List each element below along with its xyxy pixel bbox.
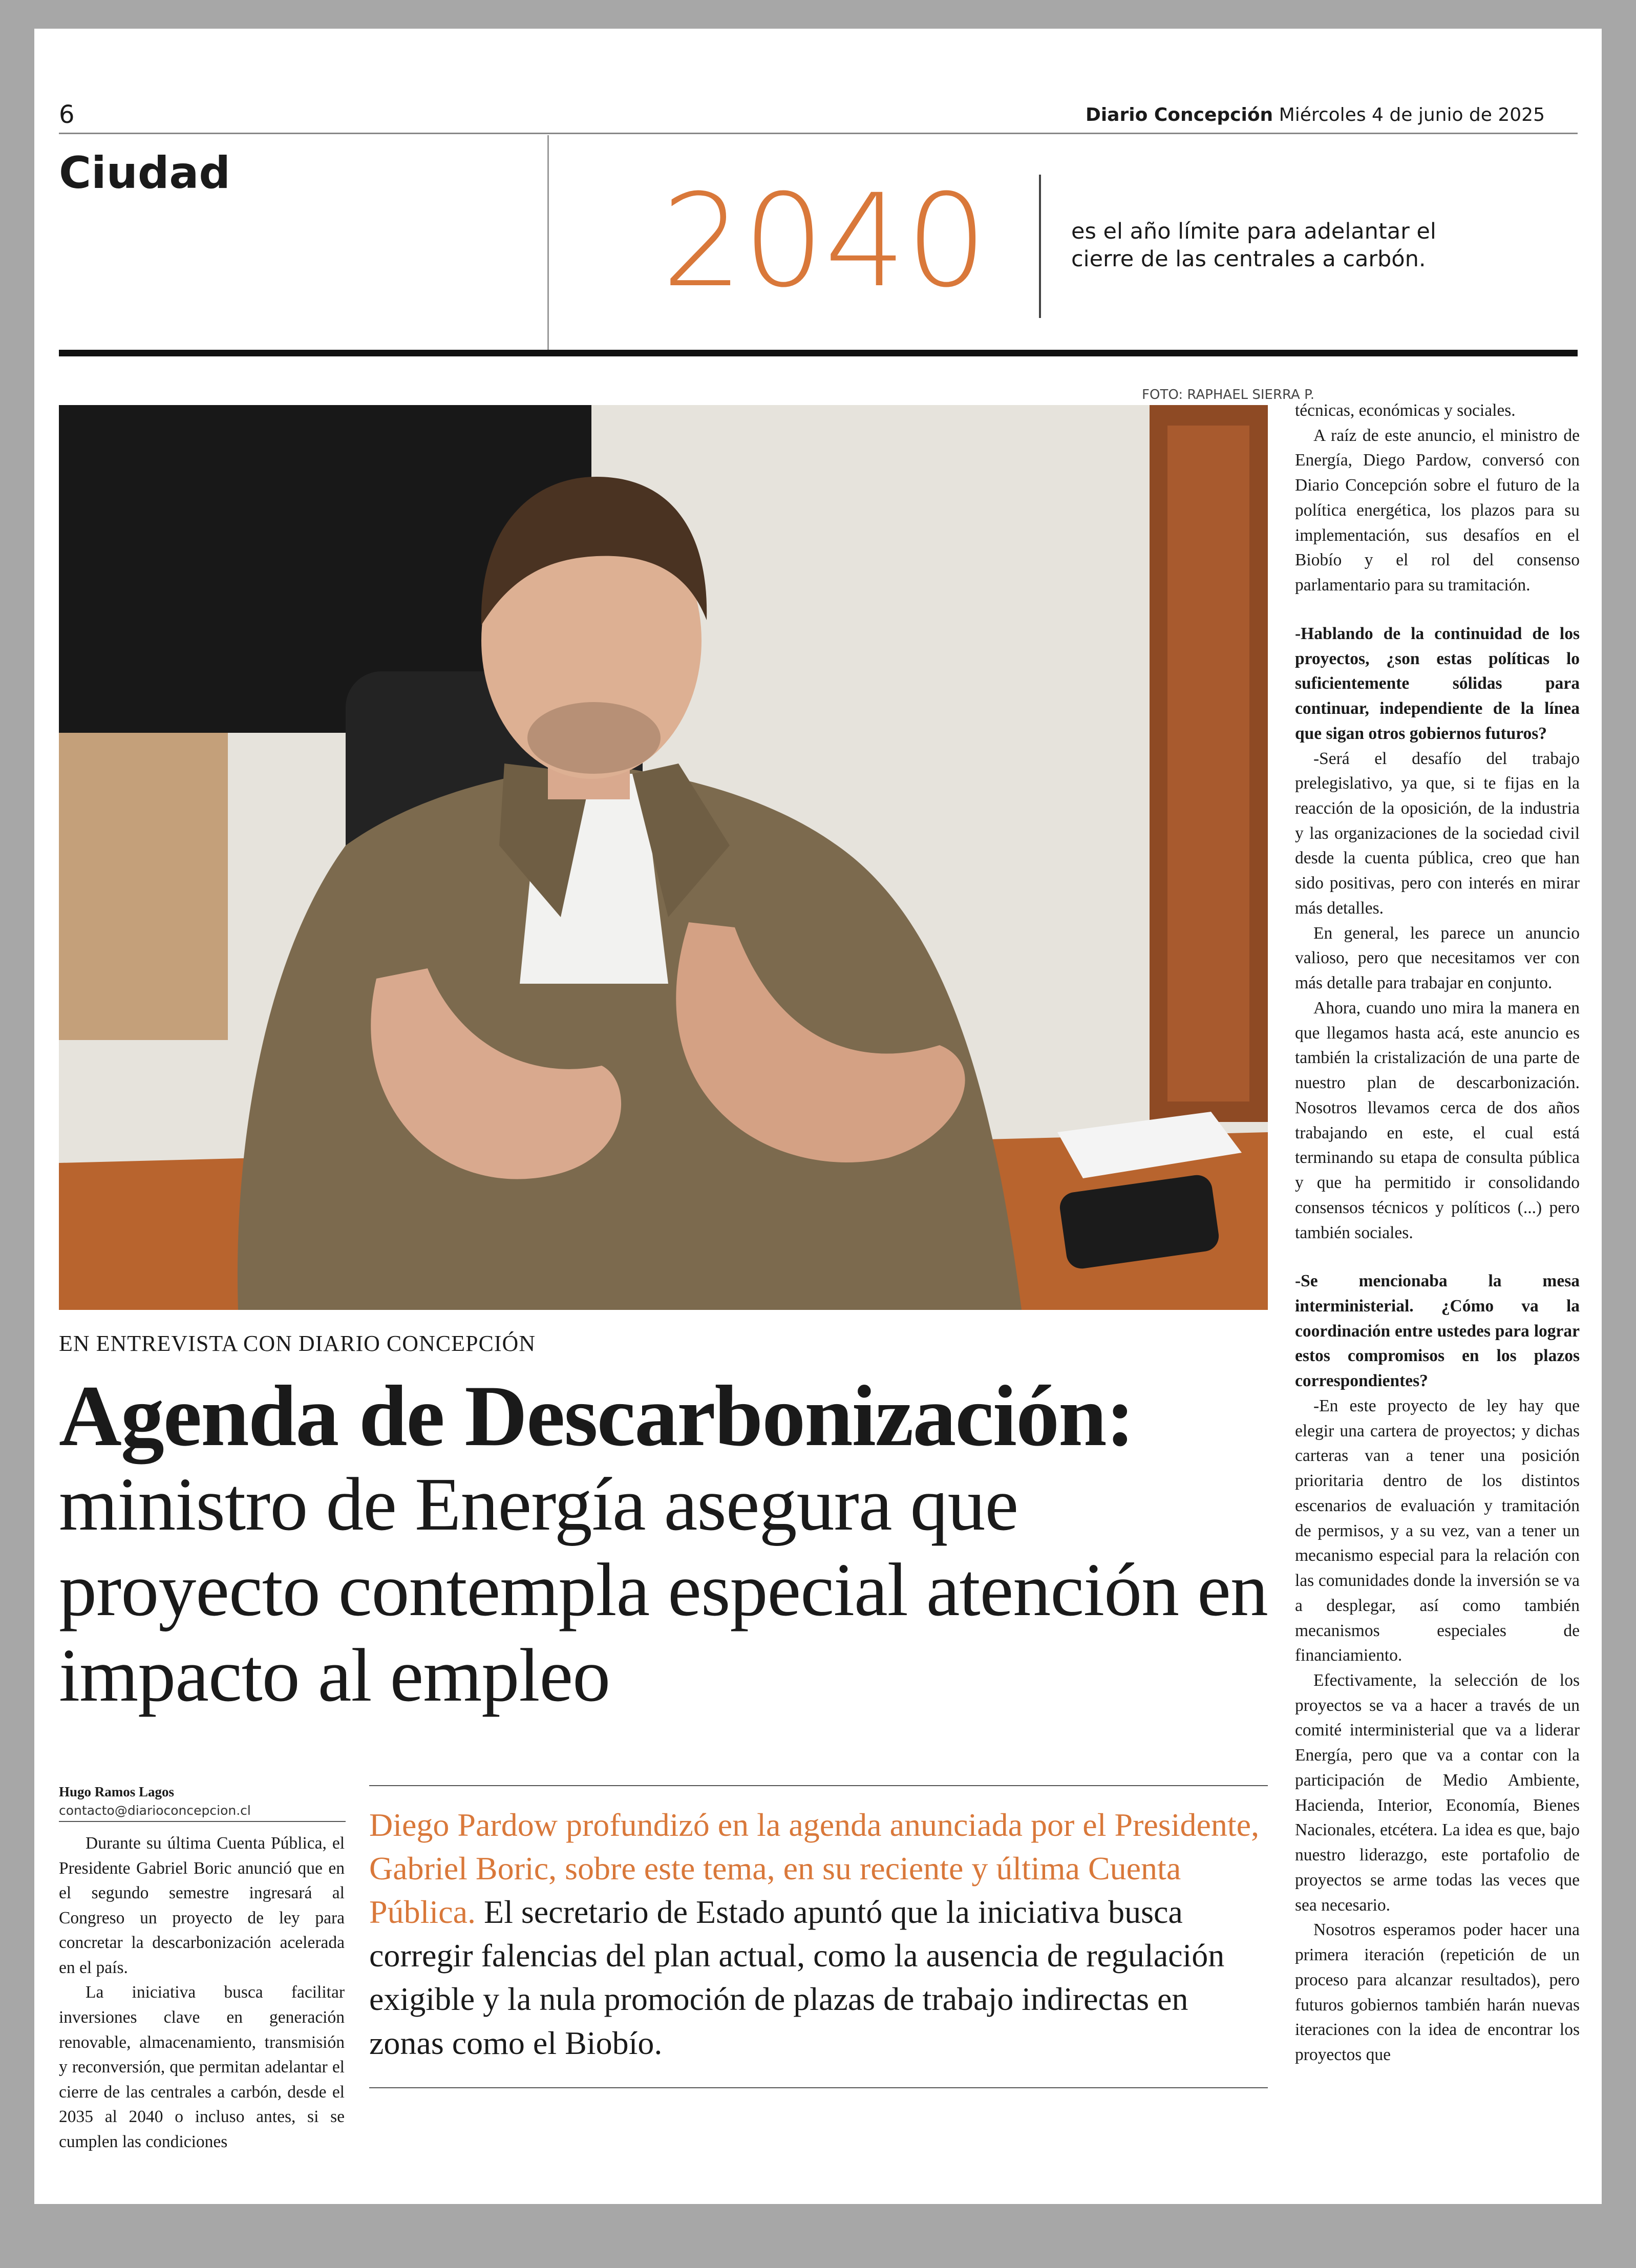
author-name: Hugo Ramos Lagos — [59, 1784, 175, 1799]
lead-text: El secretario de Estado apuntó que la iniciativa busca corregir falencias del plan actual, como la ausencia de regulación exigible y la nula promoción de plazas de trabajo indirectas en zonas como el Biobío. — [369, 1894, 1225, 2061]
section-title: Ciudad — [59, 147, 230, 199]
byline-rule — [59, 1821, 346, 1822]
author-email[interactable]: contacto@diarioconcepcion.cl — [59, 1803, 251, 1818]
lead-top-rule — [369, 1785, 1268, 1786]
paragraph: técnicas, económicas y sociales. — [1295, 401, 1516, 420]
lead-bottom-rule — [369, 2087, 1268, 2088]
header-divider — [547, 135, 549, 350]
paragraph: Ahora, cuando uno mira la manera en que llegamos hasta acá, este anuncio es también la cristalización de una parte de nuestro plan de descarbonización. Nosotros llevamos cerca de dos años trabajando en este, el cual está terminando su etapa de consulta pública y que ha permitido ir consolidando consensos técnicos y políticos (...) pero también sociales. — [1295, 998, 1580, 1242]
paragraph: La iniciativa busca facilitar inversiones clave en generación renovable, almacenamiento, transmisión y reconversión, que permitan adelantar el cierre de las centrales a carbón, desde el 2035 al 2040 o incluso antes, si se cumplen las condiciones — [59, 1983, 345, 2151]
article-lead — [369, 1803, 1270, 2065]
headline-subtitle: ministro de Energía asegura que proyecto contempla especial atención en impacto al empleo — [59, 1462, 1268, 1718]
paragraph: Durante su última Cuenta Pública, el Presidente Gabriel Boric anunció que en el segundo semestre ingresará al Congreso un proyecto de ley para concretar la descarbonización acelerada en el país. — [59, 1834, 345, 1977]
header-rule — [59, 133, 1578, 134]
callout-text: es el año límite para adelantar el cierre de las centrales a carbón. — [1071, 219, 1436, 272]
photo-illustration — [59, 405, 1268, 1310]
paper-name: Diario Concepción — [1085, 104, 1273, 125]
headline-bold: Agenda de Descarbonización: — [59, 1368, 1134, 1464]
paragraph: A raíz de este anuncio, el ministro de Energía, Diego Pardow, conversó con Diario Concepción sobre el futuro de la política energética, los plazos para su implementación, sus desafíos en el Biobío y el rol del consenso parlamentario para su tramitación. — [1295, 426, 1580, 595]
photo-credit: FOTO: RAPHAEL SIERRA P. — [1142, 387, 1314, 402]
masthead — [1086, 104, 1545, 125]
page-number: 6 — [59, 100, 75, 129]
paragraph: En general, les parece un anuncio valioso, pero que necesitamos ver con más detalle para trabajar en conjunto. — [1295, 923, 1580, 993]
article-kicker: EN ENTREVISTA CON DIARIO CONCEPCIÓN — [59, 1331, 536, 1356]
header-bottom-rule — [59, 350, 1578, 356]
callout-number: 2040 — [662, 166, 988, 315]
interview-question: -Se mencionaba la mesa interministerial. ¿Cómo va la coordinación entre ustedes para lograr estos compromisos en los plazos correspondientes? — [1295, 1271, 1580, 1391]
interview-photo — [59, 405, 1268, 1310]
newspaper-page — [34, 29, 1602, 2204]
right-column — [1295, 398, 1580, 2068]
interview-answer: -En este proyecto de ley hay que elegir una cartera de proyectos; y dichas carteras van a tener una posición prioritaria dentro de los distintos escenarios de evaluación y tramitación de permisos, y a su vez, van a tener un mecanismo especial para la relación con las comunidades donde la inversión se va a desplegar, así como también mecanismos especiales de financiamiento. — [1295, 1396, 1580, 1665]
paragraph: Efectivamente, la selección de los proyectos se va a hacer a través de un comité interministerial que va a liderar Energía, pero que va a contar con la participación de Medio Ambiente, Hacienda, Interior, Economía, Bienes Nacionales, etcétera. La idea es que, bajo nuestro liderazgo, este portafolio de proyectos se arme todas las veces que sea necesario. — [1295, 1670, 1580, 1915]
interview-answer: -Será el desafío del trabajo prelegislativo, ya que, si te fijas en la reacción de la oposición, de la industria y las organizaciones de la sociedad civil desde la cuenta pública, creo que han sido positivas, pero con interés en mirar más detalles. — [1295, 749, 1580, 918]
issue-date: Miércoles 4 de junio de 2025 — [1279, 104, 1545, 125]
callout-divider — [1039, 175, 1041, 318]
lead-accent: Diego Pardow profundizó en la agenda anunciada por el Presidente, Gabriel Boric, sobre este tema, en su reciente y última Cuenta Pública. — [369, 1807, 1260, 1931]
paragraph: Nosotros esperamos poder hacer una primera iteración (repetición de un proceso para alcanzar resultados), pero futuros gobiernos también harán nuevas iteraciones con la idea de encontrar los proyectos que — [1295, 1920, 1580, 2064]
interview-question: -Hablando de la continuidad de los proyectos, ¿son estas políticas lo suficientemente sólidas para continuar, independiente de la línea que sigan otros gobiernos futuros? — [1295, 624, 1580, 743]
article-headline — [59, 1370, 1288, 1719]
left-column — [59, 1831, 345, 2154]
